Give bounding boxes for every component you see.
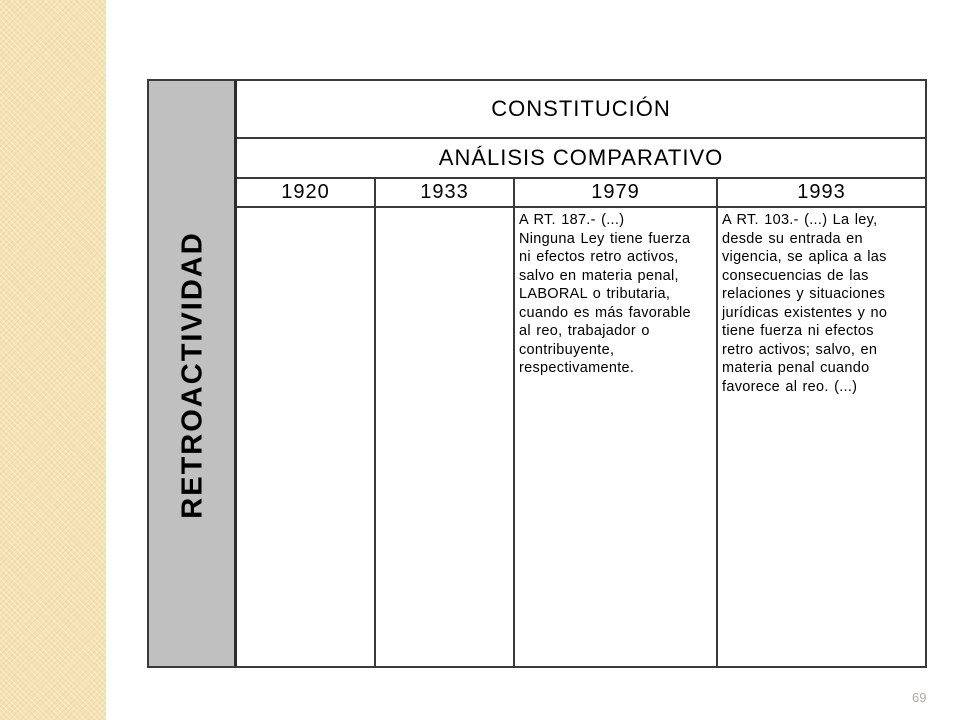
page-number: 69	[912, 690, 927, 705]
cell-1979	[515, 208, 718, 666]
content-row	[237, 208, 925, 666]
cell-text: A RT. 103.- (...) La ley, desde su entrada en vigencia, se aplica a las consecuencias de las relaciones y situaciones jurídicas existentes y no tiene fuerza ni efectos retro activos; salvo, en materia penal cuando favorece al reo. (...)	[722, 212, 888, 395]
comparison-table	[147, 79, 927, 668]
row-header	[149, 81, 237, 666]
year-header: 1920	[237, 179, 376, 206]
cell-1920	[237, 208, 376, 666]
cell-1993	[718, 208, 925, 666]
year-header: 1993	[797, 181, 846, 203]
row-header-label: RETROACTIVIDAD	[176, 231, 209, 519]
cell-1933	[376, 208, 515, 666]
year-header: 1979	[515, 179, 718, 206]
table-title: CONSTITUCIÓN	[237, 81, 925, 139]
table-grid	[237, 81, 925, 666]
year-header: 1933	[376, 179, 515, 206]
year-header-row	[237, 179, 925, 208]
cell-text: A RT. 187.- (...) Ninguna Ley tiene fuerza ni efectos retro activos, salvo en materia penal, LABORAL o tributaria, cuando es más favorable al reo, trabajador o contribuyente, respectivamente.	[519, 212, 691, 376]
table-subtitle: ANÁLISIS COMPARATIVO	[237, 139, 925, 179]
decorative-side-strip	[0, 0, 106, 720]
